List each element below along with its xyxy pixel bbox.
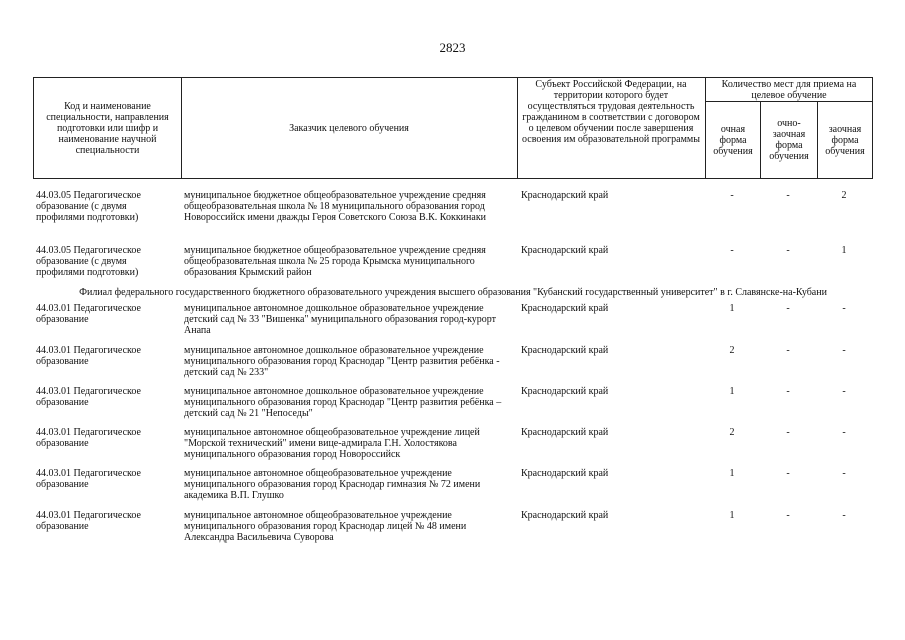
fulltime-places: 2 (729, 427, 735, 438)
branch-heading: Филиал федерального государственного бюджетного образовательного учреждения высшего образования "Кубанский государственный университет" в г. Славянске-на-Кубани (79, 287, 827, 298)
federal-subject: Краснодарский край (521, 427, 609, 438)
divider-subject-places (705, 77, 706, 178)
federal-subject: Краснодарский край (521, 190, 609, 201)
parttime-places: - (786, 427, 790, 438)
fulltime-places: 1 (729, 386, 735, 397)
customer-name: муниципальное автономное общеобразовательное учреждение муниципального образования город Краснодар лицей № 48 имени Александра Васильевича Суворова (184, 510, 467, 543)
specialty-code: 44.03.01 Педагогическое образование (36, 427, 141, 449)
specialty-code: 44.03.01 Педагогическое образование (36, 345, 141, 367)
correspondence-places: 1 (841, 245, 847, 256)
correspondence-places: - (842, 386, 846, 397)
customer-name: муниципальное автономное дошкольное образовательное учреждение муниципального образования город Краснодар "Центр развития ребёнка – детский сад № 21 "Непоседы" (184, 386, 502, 419)
page-number: 2823 (439, 40, 466, 55)
customer-name: муниципальное бюджетное общеобразовательное учреждение средняя общеобразовательная школа № 25 города Крымска муниципального образования Крымский район (184, 245, 486, 278)
specialty-code: 44.03.01 Педагогическое образование (36, 510, 141, 532)
specialty-code: 44.03.01 Педагогическое образование (36, 468, 141, 490)
fulltime-places: 2 (729, 345, 735, 356)
federal-subject: Краснодарский край (521, 303, 609, 314)
federal-subject: Краснодарский край (521, 245, 609, 256)
fulltime-places: 1 (729, 510, 735, 521)
table-header-bottom-border (33, 178, 873, 179)
correspondence-places: - (842, 510, 846, 521)
header-subject: Субъект Российской Федерации, на территории которого будет осуществляться трудовая деятельность гражданином в соответствии с договором о целевом обучении после завершения освоения им образовательной программы (522, 79, 700, 145)
header-places: Количество мест для приема на целевое обучение (721, 79, 857, 101)
header-fulltime: очная форма обучения (713, 123, 753, 157)
federal-subject: Краснодарский край (521, 510, 609, 521)
correspondence-places: - (842, 427, 846, 438)
customer-name: муниципальное автономное общеобразовательное учреждение лицей "Морской технический" имени вице-адмирала Г.Н. Холостякова муниципального образования город Новороссийск (184, 427, 480, 460)
table-right-border (872, 77, 873, 178)
correspondence-places: - (842, 345, 846, 356)
federal-subject: Краснодарский край (521, 468, 609, 479)
header-correspondence: заочная форма обучения (825, 123, 865, 157)
parttime-places: - (786, 510, 790, 521)
divider-code-customer (181, 77, 182, 178)
parttime-places: - (786, 386, 790, 397)
specialty-code: 44.03.01 Педагогическое образование (36, 386, 141, 408)
divider-parttime-correspondence (817, 101, 818, 178)
parttime-places: - (786, 245, 790, 256)
parttime-places: - (786, 345, 790, 356)
header-customer: Заказчик целевого обучения (289, 122, 409, 134)
specialty-code: 44.03.05 Педагогическое образование (с двумя профилями подготовки) (36, 245, 141, 278)
fulltime-places: 1 (729, 303, 735, 314)
parttime-places: - (786, 468, 790, 479)
customer-name: муниципальное бюджетное общеобразовательное учреждение средняя общеобразовательная школа № 18 муниципального образования город Новороссийск имени дважды Героя Советского Союза В.К. Коккинаки (184, 190, 487, 223)
fulltime-places: 1 (729, 468, 735, 479)
specialty-code: 44.03.01 Педагогическое образование (36, 303, 141, 325)
parttime-places: - (786, 190, 790, 201)
correspondence-places: - (842, 468, 846, 479)
federal-subject: Краснодарский край (521, 386, 609, 397)
header-parttime: очно-заочная форма обучения (769, 118, 809, 162)
customer-name: муниципальное автономное дошкольное образовательное учреждение муниципального образования город Краснодар "Центр развития ребёнка - детский сад № 233" (184, 345, 500, 378)
federal-subject: Краснодарский край (521, 345, 609, 356)
fulltime-places: - (730, 245, 734, 256)
divider-fulltime-parttime (760, 101, 761, 178)
parttime-places: - (786, 303, 790, 314)
correspondence-places: 2 (841, 190, 847, 201)
specialty-code: 44.03.05 Педагогическое образование (с двумя профилями подготовки) (36, 190, 141, 223)
fulltime-places: - (730, 190, 734, 201)
divider-customer-subject (517, 77, 518, 178)
customer-name: муниципальное автономное общеобразовательное учреждение муниципального образования город Краснодар гимназия № 72 имени академика В.П. Глушко (184, 468, 481, 501)
header-code: Код и наименование специальности, направления подготовки или шифр и наименование научной специальности (46, 100, 169, 156)
table-left-border (33, 77, 34, 178)
correspondence-places: - (842, 303, 846, 314)
customer-name: муниципальное автономное дошкольное образовательное учреждение детский сад № 33 "Вишенка" муниципального образования город-курорт Анапа (184, 303, 497, 336)
